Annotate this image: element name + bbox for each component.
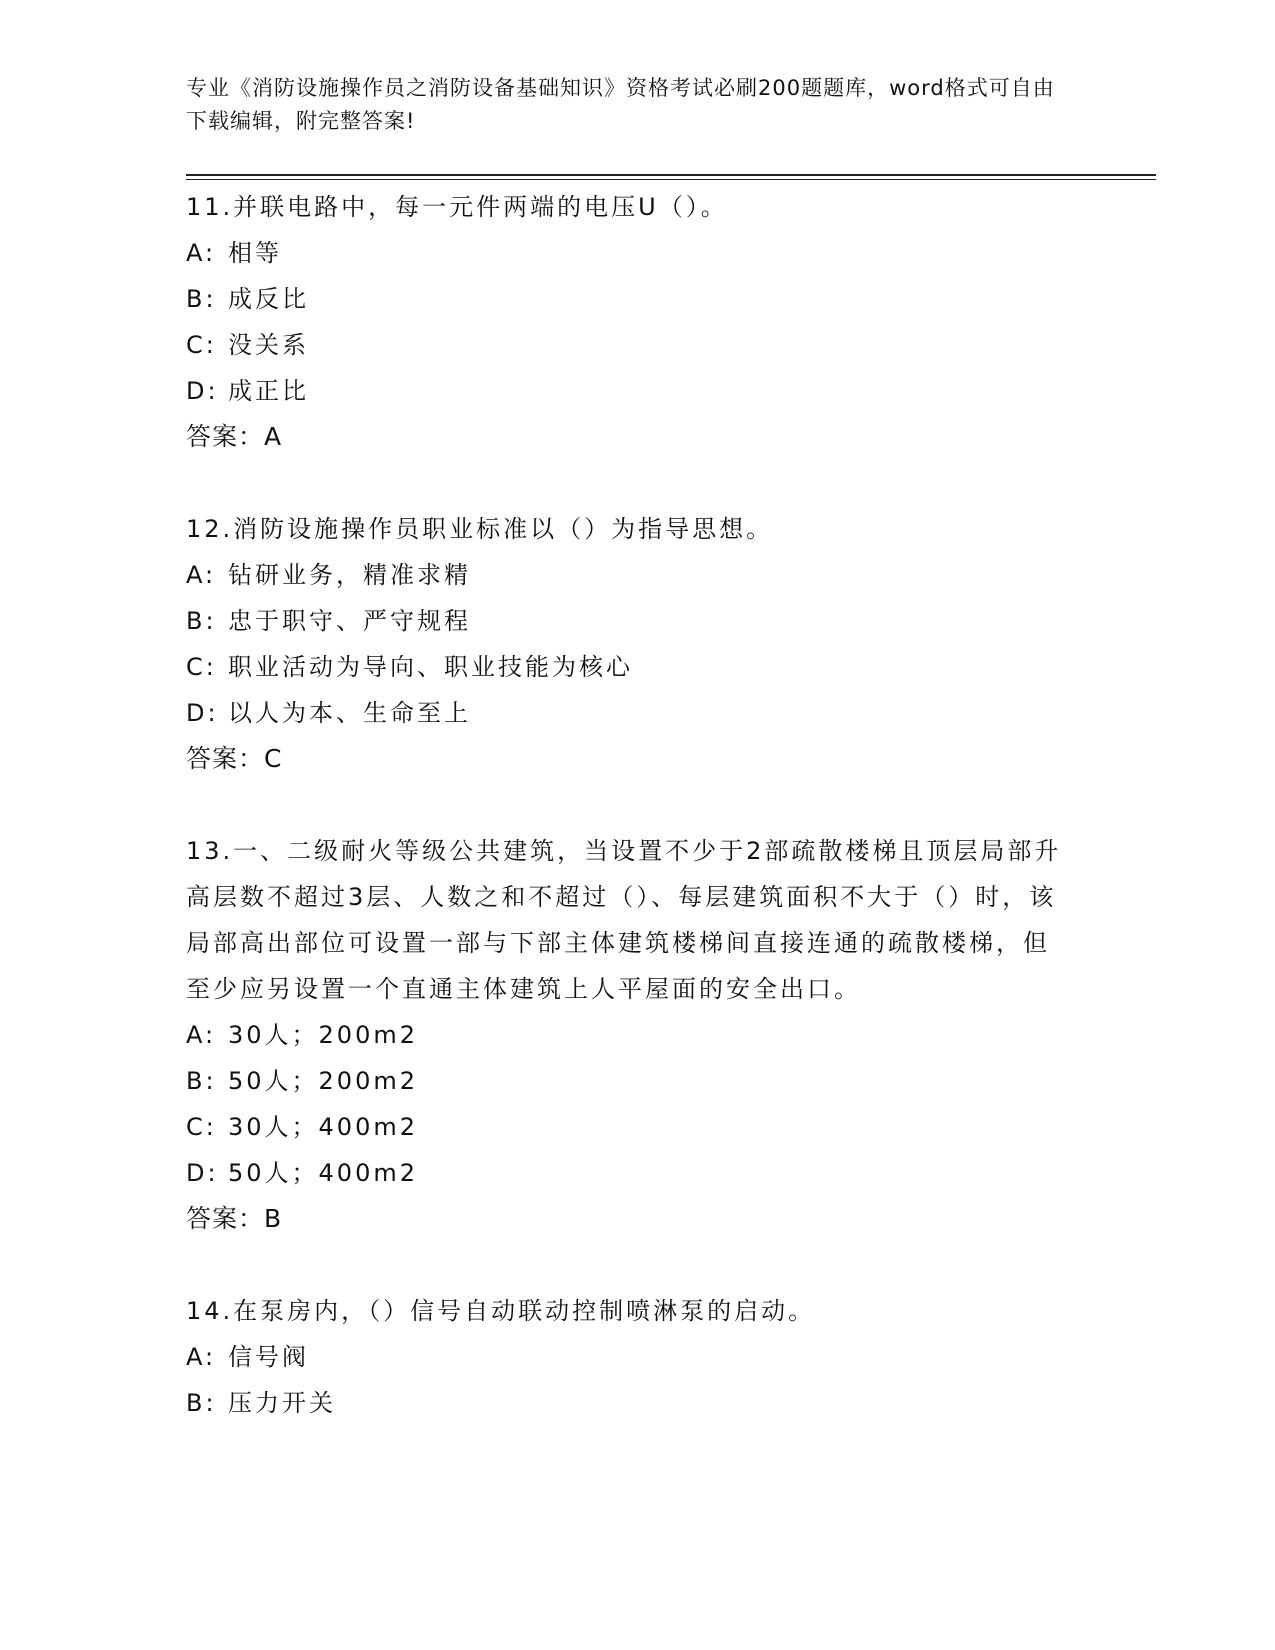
option-d <box>186 368 1156 414</box>
question-13 <box>186 828 1156 1242</box>
answer-label: 答案： <box>186 744 265 773</box>
option-letter: A: <box>186 561 217 589</box>
question-stem: 12.消防设施操作员职业标准以（）为指导思想。 <box>186 515 774 543</box>
option-letter: C: <box>186 1113 217 1141</box>
option-a <box>186 1012 1156 1058</box>
option-text: 钻研业务，精准求精 <box>228 561 471 589</box>
question-stem: 13.一、二级耐火等级公共建筑，当设置不少于2部疏散楼梯且顶层局部升高层数不超过3层、人数之和不超过（）、每层建筑面积不大于（）时，该局部高出部位可设置一部与下部主体建筑楼梯间直接连通的疏散楼梯，但至少应另设置一个直通主体建筑上人平屋面的安全出口。 <box>186 837 1062 1003</box>
option-letter: B: <box>186 607 217 635</box>
option-text: 压力开关 <box>228 1389 336 1417</box>
option-letter: C: <box>186 653 217 681</box>
document-page <box>186 72 1156 1472</box>
option-text: 成正比 <box>228 377 309 405</box>
document-header: 专业《消防设施操作员之消防设备基础知识》资格考试必刷200题题库，word格式可自由下载编辑，附完整答案! <box>186 76 1055 133</box>
answer-value: A <box>264 422 283 451</box>
option-b <box>186 1058 1156 1104</box>
answer-line <box>186 1196 1156 1242</box>
option-c <box>186 322 1156 368</box>
option-letter: A: <box>186 1343 217 1371</box>
option-d <box>186 690 1156 736</box>
question-list <box>186 184 1156 1426</box>
option-d <box>186 1150 1156 1196</box>
option-text: 50人；200m2 <box>228 1067 418 1095</box>
option-text: 50人；400m2 <box>228 1159 418 1187</box>
option-text: 30人；200m2 <box>228 1021 418 1049</box>
option-b <box>186 276 1156 322</box>
option-letter: B: <box>186 1067 217 1095</box>
answer-value: B <box>264 1204 283 1233</box>
option-b <box>186 1380 1156 1426</box>
option-text: 信号阀 <box>228 1343 309 1371</box>
answer-label: 答案： <box>186 422 265 451</box>
option-b <box>186 598 1156 644</box>
option-a <box>186 1334 1156 1380</box>
option-a <box>186 230 1156 276</box>
header-divider <box>186 174 1156 180</box>
option-text: 以人为本、生命至上 <box>228 699 471 727</box>
question-14 <box>186 1288 1156 1426</box>
question-stem: 14.在泵房内，（）信号自动联动控制喷淋泵的启动。 <box>186 1297 816 1325</box>
question-12 <box>186 506 1156 782</box>
option-letter: B: <box>186 1389 217 1417</box>
option-letter: A: <box>186 1021 217 1049</box>
option-text: 相等 <box>228 239 282 267</box>
option-letter: B: <box>186 285 217 313</box>
option-a <box>186 552 1156 598</box>
option-letter: D: <box>186 1159 219 1187</box>
option-text: 忠于职守、严守规程 <box>228 607 471 635</box>
option-letter: D: <box>186 699 219 727</box>
option-text: 职业活动为导向、职业技能为核心 <box>228 653 633 681</box>
answer-value: C <box>264 744 283 773</box>
option-text: 没关系 <box>228 331 309 359</box>
option-text: 30人；400m2 <box>228 1113 418 1141</box>
question-stem: 11.并联电路中，每一元件两端的电压U（）。 <box>186 193 728 221</box>
option-c <box>186 644 1156 690</box>
option-c <box>186 1104 1156 1150</box>
option-letter: D: <box>186 377 219 405</box>
option-text: 成反比 <box>228 285 309 313</box>
option-letter: C: <box>186 331 217 359</box>
option-letter: A: <box>186 239 217 267</box>
answer-line <box>186 736 1156 782</box>
answer-label: 答案： <box>186 1204 265 1233</box>
answer-line <box>186 414 1156 460</box>
question-11 <box>186 184 1156 460</box>
